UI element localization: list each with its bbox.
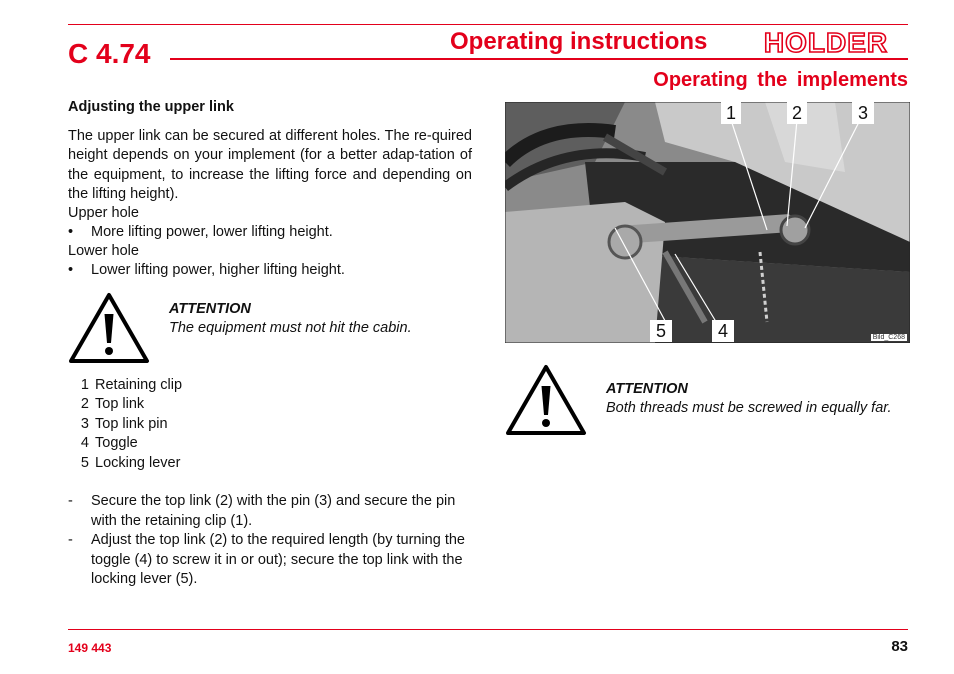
- header-mid-rule: [170, 58, 908, 60]
- legend-item: 2 Top link: [80, 396, 145, 413]
- brand-wordmark: HOLDER: [763, 28, 889, 56]
- intro-paragraph: [68, 127, 472, 280]
- attention-label: ATTENTION: [606, 381, 688, 397]
- page-subtitle: Operating the implements: [653, 69, 908, 91]
- callout-2: 2: [787, 102, 807, 124]
- section-heading: Adjusting the upper link: [68, 99, 234, 115]
- doc-title: Operating instructions: [450, 28, 708, 55]
- instruction-step: - Adjust the top link (2) to the required length (by turning the toggle (4) to screw it in or out); secure the top link with the locking lever (5).: [68, 532, 465, 587]
- legend-item: 4 Toggle: [80, 435, 138, 452]
- bullet-mark: •: [68, 224, 74, 241]
- photo-illustration: [505, 102, 910, 343]
- callout-5: 5: [650, 320, 672, 342]
- instruction-steps: [68, 492, 468, 590]
- callout-1: 1: [721, 102, 741, 124]
- header-top-rule: [68, 24, 908, 25]
- warning-triangle-icon: [505, 364, 587, 436]
- lower-hole-bullet: [68, 261, 472, 280]
- upper-hole-bullet-text: More lifting power, lower lifting height.: [91, 224, 333, 241]
- implement-photo: [505, 102, 910, 343]
- parts-legend: [62, 376, 262, 473]
- attention-text: The equipment must not hit the cabin.: [169, 320, 412, 336]
- lower-hole-bullet-text: Lower lifting power, higher lifting height.: [91, 262, 345, 279]
- page-number: 83: [891, 638, 908, 655]
- lower-hole-label: Lower hole: [68, 243, 139, 260]
- upper-hole-bullet: [68, 223, 472, 242]
- callout-4: 4: [712, 320, 734, 342]
- attention-text: Both threads must be screwed in equally far.: [606, 400, 892, 416]
- callout-3: 3: [852, 102, 874, 124]
- instruction-step: - Secure the top link (2) with the pin (3) and secure the pin with the retaining clip (1).: [68, 493, 456, 529]
- brand-logo: [748, 28, 904, 56]
- legend-item: 3 Top link pin: [80, 415, 168, 432]
- bullet-mark: •: [68, 262, 74, 279]
- upper-hole-label: Upper hole: [68, 205, 139, 222]
- legend-item: 5 Locking lever: [80, 454, 181, 471]
- section-code: C 4.74: [68, 38, 151, 69]
- warning-triangle-icon: [68, 292, 150, 364]
- attention-label: ATTENTION: [169, 301, 251, 317]
- doc-number: 149 443: [68, 641, 112, 655]
- legend-item: 1 Retaining clip: [80, 377, 183, 393]
- image-id: Bild_C268: [872, 334, 905, 341]
- footer-rule: [68, 629, 908, 630]
- intro-text: The upper link can be secured at different holes. The re-quired height depends on your implement (for a better adap-tation of the equipment, to increase the lifting force and depending on the lifting height).: [68, 128, 472, 202]
- holder-logo-icon: [748, 28, 904, 56]
